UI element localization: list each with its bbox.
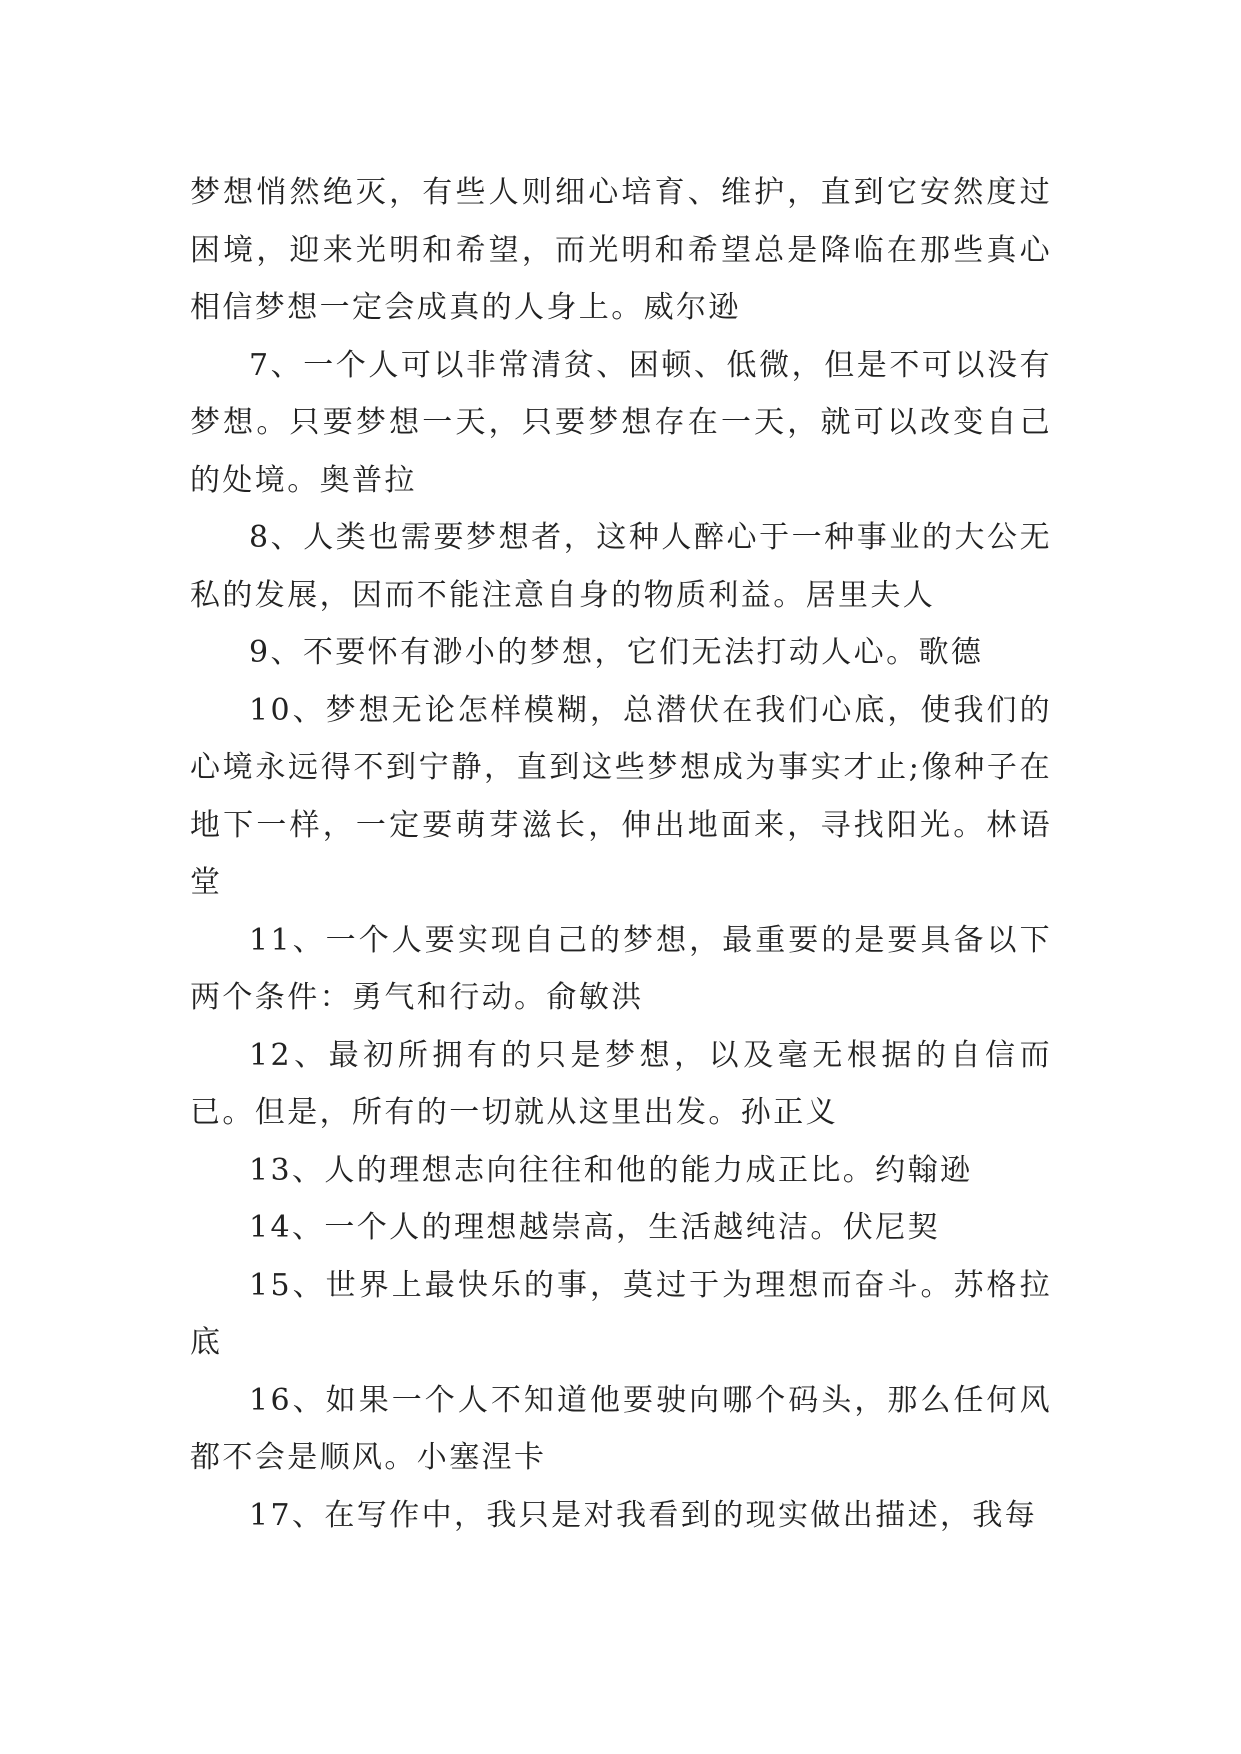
paragraph-quote-12: 12、最初所拥有的只是梦想，以及毫无根据的自信而已。但是，所有的一切就从这里出发。孙正义 bbox=[190, 1037, 1052, 1130]
paragraph-quote-7: 7、一个人可以非常清贫、困顿、低微，但是不可以没有梦想。只要梦想一天，只要梦想存在一天，就可以改变自己的处境。奥普拉 bbox=[190, 347, 1052, 498]
document-body bbox=[190, 164, 1052, 1544]
paragraph-quote-15: 15、世界上最快乐的事，莫过于为理想而奋斗。苏格拉底 bbox=[190, 1267, 1052, 1360]
paragraph-quote-16: 16、如果一个人不知道他要驶向哪个码头，那么任何风都不会是顺风。小塞涅卡 bbox=[190, 1382, 1052, 1475]
paragraph-continued: 梦想悄然绝灭，有些人则细心培育、维护，直到它安然度过困境，迎来光明和希望，而光明和希望总是降临在那些真心相信梦想一定会成真的人身上。威尔逊 bbox=[190, 175, 1052, 325]
paragraph-quote-13: 13、人的理想志向往往和他的能力成正比。约翰逊 bbox=[249, 1152, 973, 1188]
paragraph-quote-11: 11、一个人要实现自己的梦想，最重要的是要具备以下两个条件：勇气和行动。俞敏洪 bbox=[190, 922, 1052, 1015]
paragraph-quote-14: 14、一个人的理想越崇高，生活越纯洁。伏尼契 bbox=[249, 1210, 940, 1245]
paragraph-quote-8: 8、人类也需要梦想者，这种人醉心于一种事业的大公无私的发展，因而不能注意自身的物质利益。居里夫人 bbox=[190, 520, 1052, 613]
paragraph-quote-10: 10、梦想无论怎样模糊，总潜伏在我们心底，使我们的心境永远得不到宁静，直到这些梦想成为事实才止;像种子在地下一样，一定要萌芽滋长，伸出地面来，寻找阳光。林语堂 bbox=[190, 692, 1052, 900]
paragraph-quote-9: 9、不要怀有渺小的梦想，它们无法打动人心。歌德 bbox=[249, 635, 984, 670]
paragraph-quote-17: 17、在写作中，我只是对我看到的现实做出描述，我每 bbox=[249, 1497, 1038, 1533]
